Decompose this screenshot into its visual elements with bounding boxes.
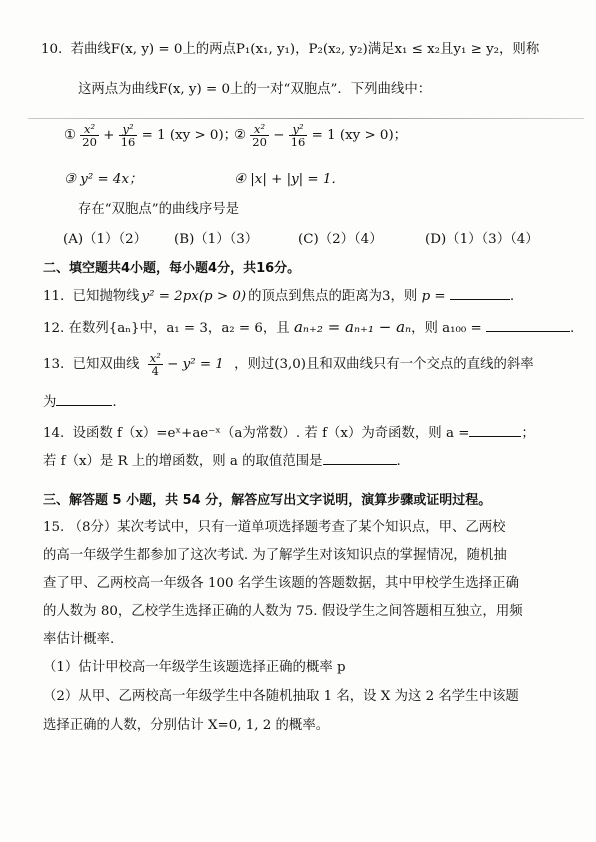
- q14-line2: [43, 452, 401, 471]
- frac-den: 16: [120, 135, 136, 149]
- option1-tail: = 1 (xy > 0)；: [141, 128, 238, 143]
- q10-line1: [41, 41, 539, 59]
- section3-heading: 三、解答题 5 小题，共 54 分，解答应写出文字说明，演算步骤或证明过程。: [43, 493, 492, 508]
- option1-frac-y: [119, 123, 138, 148]
- q14-answer-blank-2[interactable]: [323, 452, 397, 465]
- q10-stem-line2: 这两点为曲线F(x, y) = 0上的一对“双胞点”．下列曲线中：: [78, 82, 432, 97]
- frac-den: 16: [290, 135, 306, 149]
- q12-line: [43, 318, 574, 338]
- frac-num: y²: [119, 123, 138, 136]
- q10-stem-line1: 若曲线F(x, y) = 0上的两点P₁(x₁, y₁)，P₂(x₂, y₂)满足x₁ ≤ x₂且y₁ ≥ y₂，则称: [70, 42, 540, 57]
- q15-part1: （1）估计甲校高一年级学生该题选择正确的概率 p: [43, 660, 346, 675]
- q12-text-a: 12. 在数列{aₙ}中，a₁ = 3，a₂ = 6，且: [43, 321, 290, 336]
- option1-frac-x: [80, 123, 99, 148]
- frac-den: 4: [151, 364, 159, 378]
- q11-end: .: [509, 289, 515, 304]
- q10-prompt: 存在“双胞点”的曲线序号是: [78, 202, 239, 217]
- q11-line: [43, 287, 514, 306]
- option2-frac-x: [250, 123, 269, 148]
- q12-answer-blank[interactable]: [486, 319, 570, 332]
- option2-tail: = 1 (xy > 0)；: [311, 128, 408, 143]
- q15-line2: 的高一年级学生都参加了这次考试. 为了解学生对该知识点的掌握情况，随机抽: [43, 548, 507, 563]
- q10-option2: [234, 121, 407, 151]
- section2-heading: 二、填空题共4小题，每小题4分，共16分。: [43, 261, 301, 276]
- q11-text-b: 的顶点到焦点的距离为3，则: [248, 289, 418, 304]
- option2-operator: −: [273, 128, 285, 143]
- frac-num: x²: [80, 123, 99, 136]
- q10-choice-a: (A)（1）（2）: [63, 232, 148, 247]
- q10-option1: [64, 121, 237, 151]
- q11-variable: p =: [421, 289, 446, 304]
- q13-number: 13.: [43, 357, 65, 372]
- frac-num: x²: [149, 351, 161, 365]
- q14-line1-end: ；: [521, 426, 535, 441]
- option1-mark: ①: [64, 128, 77, 143]
- frac-num: x²: [250, 123, 269, 136]
- q10-number: 10.: [41, 42, 63, 57]
- q14-answer-blank-1[interactable]: [469, 424, 521, 437]
- q13-line2-text: 为: [43, 395, 57, 410]
- q12-formula: aₙ₊₂ = aₙ₊₁ − aₙ: [293, 318, 412, 336]
- scan-artifact-line: [28, 118, 584, 119]
- q15-line5: 率估计概率.: [43, 632, 115, 647]
- option2-frac-y: [289, 123, 308, 148]
- q13-line2: [43, 393, 117, 412]
- option1-operator: +: [103, 128, 115, 143]
- q12-end: .: [569, 321, 575, 336]
- q13-line1: [43, 350, 534, 380]
- q10-choice-d: (D)（1）（3）（4）: [425, 232, 539, 247]
- q15-line3: 查了甲、乙两校高一年级各 100 名学生该题的答题数据，其中甲校学生选择正确: [43, 576, 519, 591]
- q11-text-a: 已知抛物线: [72, 289, 140, 304]
- q14-line1-text: 设函数 f（x）=eˣ+ae⁻ˣ（a为常数）. 若 f（x）为奇函数，则 a =: [72, 426, 470, 441]
- q15-part2-line1: （2）从甲、乙两校高一年级学生中各随机抽取 1 名，设 X 为这 2 名学生中该题: [43, 689, 519, 704]
- q15-part2-line2: 选择正确的人数，分别估计 X=0, 1, 2 的概率。: [43, 718, 330, 733]
- q14-line2-text: 若 f（x）是 R 上的增函数，则 a 的取值范围是: [43, 454, 323, 469]
- q13-formula-tail: − y² = 1: [167, 357, 224, 372]
- q15-line1: 15. （8分）某次考试中，只有一道单项选择题考查了某个知识点，甲、乙两校: [43, 520, 506, 535]
- q14-line2-end: .: [396, 454, 401, 469]
- q13-text-b: ，则过(3,0)且和双曲线只有一个交点的直线的斜率: [234, 357, 534, 372]
- q13-answer-blank[interactable]: [56, 393, 112, 406]
- q10-choice-c: (C)（2）（4）: [298, 232, 383, 247]
- q11-formula: y² = 2px(p > 0): [141, 289, 247, 304]
- q11-answer-blank[interactable]: [450, 287, 510, 300]
- q15-line4: 的人数为 80，乙校学生选择正确的人数为 75. 假设学生之间答题相互独立，用频: [43, 604, 523, 619]
- q14-number: 14.: [43, 426, 65, 441]
- frac-den: 20: [252, 135, 267, 149]
- q12-text-b: ，则 a₁₀₀ =: [411, 321, 482, 336]
- q13-frac: [148, 352, 163, 377]
- q11-number: 11.: [43, 289, 65, 304]
- q14-line1: [43, 424, 535, 443]
- frac-den: 20: [82, 135, 97, 149]
- q13-end: .: [112, 395, 117, 410]
- option2-mark: ②: [234, 128, 247, 143]
- q13-text-a: 已知双曲线: [72, 357, 140, 372]
- frac-num: y²: [289, 123, 308, 136]
- q10-option3: ③ y² = 4x；: [64, 172, 143, 187]
- q10-option4: ④ |x| + |y| = 1．: [234, 172, 345, 187]
- q10-choice-b: (B)（1）（3）: [174, 232, 259, 247]
